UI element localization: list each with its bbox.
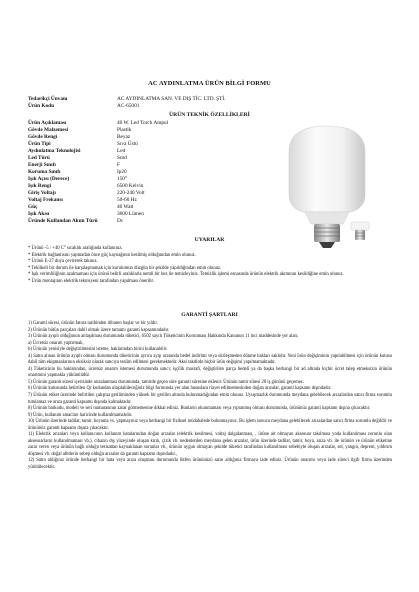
term-item: 8) Ürünün barkodu, modeli ve seri numarasının zarar görmemesine dikkat ediniz. Bunların okunmaması veya yıpranmış olması durumunda, ürününüz garanti kapsamı dışına çıkacaktır. xyxy=(28,406,371,412)
spec-row xyxy=(28,134,168,141)
spec-value: 40 W. Led Torch Ampul xyxy=(117,120,169,126)
specs-heading: ÜRÜN TEKNİK ÖZELLİKLERİ xyxy=(169,112,250,118)
spec-value: 50-60 Hz xyxy=(117,197,137,203)
spec-value: 3600 Lümen xyxy=(117,211,144,217)
company-value: AC AYDINLATMA SAN. VE DIŞ TİC. LTD. ŞTİ. xyxy=(117,96,226,102)
term-item: 12) Satın aldığınız üründe herhangi bir hata veya arıza oluşması durumunda lütfen ürününüzü satın aldığınız firmaya iade ediniz. Ürünün onarımı veya iade süreci ilgili firma üzerinden yürütülecektir. xyxy=(28,458,392,471)
spec-value: 220-240 Volt xyxy=(117,190,145,196)
spec-value: Dc xyxy=(117,218,124,224)
company-label: Ürün Kodu xyxy=(28,103,55,109)
spec-row xyxy=(28,204,168,211)
spec-row xyxy=(28,148,168,155)
spec-table xyxy=(28,120,168,225)
spec-label: Voltaj Frekansı xyxy=(28,197,63,203)
spec-label: Güç xyxy=(28,204,38,210)
term-item: 4) Tüketicinin bu haklarından, ücretsiz onarım istemesi durumunda satıcı; işçilik masrafı, değiştirilen parça bedeli ya da başka herhangi bir ad altında hiçbir ücret talep etmeksizin ürünün onarımını yapmakla yükümlüdür. xyxy=(28,366,392,379)
warning-item: * Işık verimliliğinin azalmaması için ürünü belirli aralıklarla nemli bir bez ile temizleyiniz. Temizlik işlemi esnasında ürünün elektrik akımının kesildiğine emin olunuz. xyxy=(28,272,344,278)
term-item: 2) Ürünün bütün parçaları dahil olmak üzere tamamı garanti kapsamındadır. xyxy=(28,327,170,333)
spec-value: Plastik xyxy=(117,127,132,133)
warnings-list xyxy=(28,246,390,286)
spec-label: Aydınlatma Teknolojisi xyxy=(28,148,81,154)
term-item: b) Ürünün yenisiyle değiştirilmesini isteme, haklarından birini kullanabilir. xyxy=(28,347,168,353)
spec-row xyxy=(28,127,168,134)
spec-row xyxy=(28,211,168,218)
spec-row xyxy=(28,218,168,225)
spec-row xyxy=(28,141,168,148)
company-row xyxy=(28,96,225,103)
warning-item: * Ürün montajının elektrik teknisyeni tarafından yapılması önerilir. xyxy=(28,278,155,284)
company-info xyxy=(28,96,225,110)
spec-label: Giriş Voltajı xyxy=(28,190,56,196)
spec-label: Koruma Sınıfı xyxy=(28,169,61,175)
spec-label: Gövde Malzemesi xyxy=(28,127,69,133)
warnings-heading: UYARILAR xyxy=(194,237,225,243)
term-item: 11) Elektrik arızaları veya kullanıcının kullanım hatalarından doğan arızalar (elektrik kesilmesi, voltaj dalgalanması, , ürüne ait olmayan aksesuar takılması yoda kullanılması zorunlu olan aksesuarların kullanılmaması vb.), cihazın dış yüzeyinde oluşan kırık, çizik vb. nedenlerden meydana gelen arızalar, ürün üzerinde tadilat, tamir, boya, arıza vb. ile ürünün ve ürünün etiketine zarar veren veya ürünün bağlı olduğu tesisattan kaynaklanan sorunlar vb., ürünün uygun olmayan şekilde tüketici tarafından kullanılması sebebiyle oluşan arızalar, sel, yangın, deprem, yıldırım düşmesi vb. doğal afetlerin sebep olduğu arızalar da garanti kapsamı dışındadır., xyxy=(28,432,392,457)
spec-row xyxy=(28,197,168,204)
spec-row xyxy=(28,162,168,169)
spec-value: Beyaz xyxy=(117,134,131,140)
term-item: 5) Ürünün garanti süresi içerisinde arızalanması durumunda, tamirde geçen süre garanti süresine eklenir. Ürünün tamir süresi 20 iş gününü geçemez. xyxy=(28,379,305,385)
spec-label: Gövde Rengi xyxy=(28,134,58,140)
term-item: 1) Garanti süresi, ürünün fatura tarihinden itibaren başlar ve bir yıldır. xyxy=(28,321,158,326)
spec-row xyxy=(28,120,168,127)
spec-label: Üründe Kullanılan Akım Türü xyxy=(28,218,98,224)
spec-value: Ip20 xyxy=(117,169,127,175)
spec-value: F xyxy=(117,162,120,168)
spec-label: Enerji Sınıfı xyxy=(28,162,56,168)
company-value: AC-65001 xyxy=(117,103,140,109)
spec-label: Ürün Açıklaması xyxy=(28,120,67,126)
warning-item: * Tehlikeli bir durum ile karşılaşmamak için kurulumun düzgün bir şekilde yapıldığından emin olunuz. xyxy=(28,265,222,271)
spec-value: 40 Watt xyxy=(117,204,134,210)
spec-value: Smd xyxy=(117,155,127,161)
spec-row xyxy=(28,176,168,183)
term-item: 6) Ürünün kutusunda belirtilen Qr kodundan ulaşılabileceğiniz bilgi formunda yer alan hususlara riayet edilmemesinden doğan arızalar, garanti kapsamı dışındadır. xyxy=(28,386,332,392)
spec-row xyxy=(28,155,168,162)
spec-value: Led xyxy=(117,148,126,154)
spec-label: Işık Rengi xyxy=(28,183,52,189)
warranty-terms xyxy=(28,321,392,472)
term-item: 10) Ürünün üzerinde tadilat, tamir, boyama vs. yapmayınız veya herhangi bir fiziksel müdahalede bulunmayınız. Bu işlem sonucu meydana gelebilecek arızalardan satıcı firma sorumlu değildir ve ürününüz garanti kapsamı dışına çıkacaktır. xyxy=(28,419,392,431)
spec-value: 6500 Kelvin xyxy=(117,183,144,189)
warning-item: * Ürünü -5 / +40 C° sıcaklık aralığında kullanınız. xyxy=(28,246,123,251)
company-row xyxy=(28,103,225,110)
spec-row xyxy=(28,190,168,197)
term-item: 3) Ürünün ayıplı olduğunun anlaşılması durumunda tüketici, 6502 sayılı Tüketicinin Korunması Hakkında Kanunun 11 inci maddesinde yer alan; xyxy=(28,334,299,340)
term-item: 7) Ürünün etiket üzerinde belirtilen çalışma geriliminden yüksek bir gerilim altında bulunmadığından emin olunuz. Uyuşmazlık durumunda meydana gelebilecek arızalardan satıcı firma sorumlu tutulamaz ve arıza garanti kapsamı dışında kalmaktadır. xyxy=(28,393,392,405)
term-item: 9) Ürün, kullanım amacları haricinde kullanılmamalıdır. xyxy=(28,412,133,418)
term-item: a) Ücretsiz onarım yaptırmak, xyxy=(28,340,84,346)
form-title: AC AYDINLATMA ÜRÜN BİLGİ FORMU xyxy=(148,80,271,87)
spec-row xyxy=(28,183,168,190)
spec-label: Led Türü xyxy=(28,155,50,161)
term-item: 4) Satın alınan ürünün ayıplı olması durumunda tüketicinin ayrıca ayıp oranında bedel indirimi veya sözleşmeden dönme hakları saklıdır. Yeni ürün değişiminin yapılabilmesi için ürünün kutusu dahil tüm ekipmanlarının eksiksiz olarak satıcıya teslim edilmesi gerekmektedir. Aksi takdirde hiçbir ürün değişimi yapılmamaktadır. xyxy=(28,353,392,366)
spec-row xyxy=(28,169,168,176)
spec-label: Işık Akısı xyxy=(28,211,50,217)
spec-value: 150° xyxy=(117,176,128,182)
spec-label: Işık Açısı (Derece) xyxy=(28,176,70,182)
terms-heading: GARANTİ ŞARTLARI xyxy=(181,312,238,318)
spec-value: Sıva Üstü xyxy=(117,141,138,147)
warning-item: * Elektrik bağlantısını yapmadan önce güç kaynağının kesilmiş olduğundan emin olunuz. xyxy=(28,252,196,258)
company-label: Tedarikçi Ünvanı xyxy=(28,96,68,102)
warning-item: * Ürünü E-27 duya çevirerek takınız. xyxy=(28,259,98,265)
spec-label: Ürün Tipi xyxy=(28,141,51,147)
